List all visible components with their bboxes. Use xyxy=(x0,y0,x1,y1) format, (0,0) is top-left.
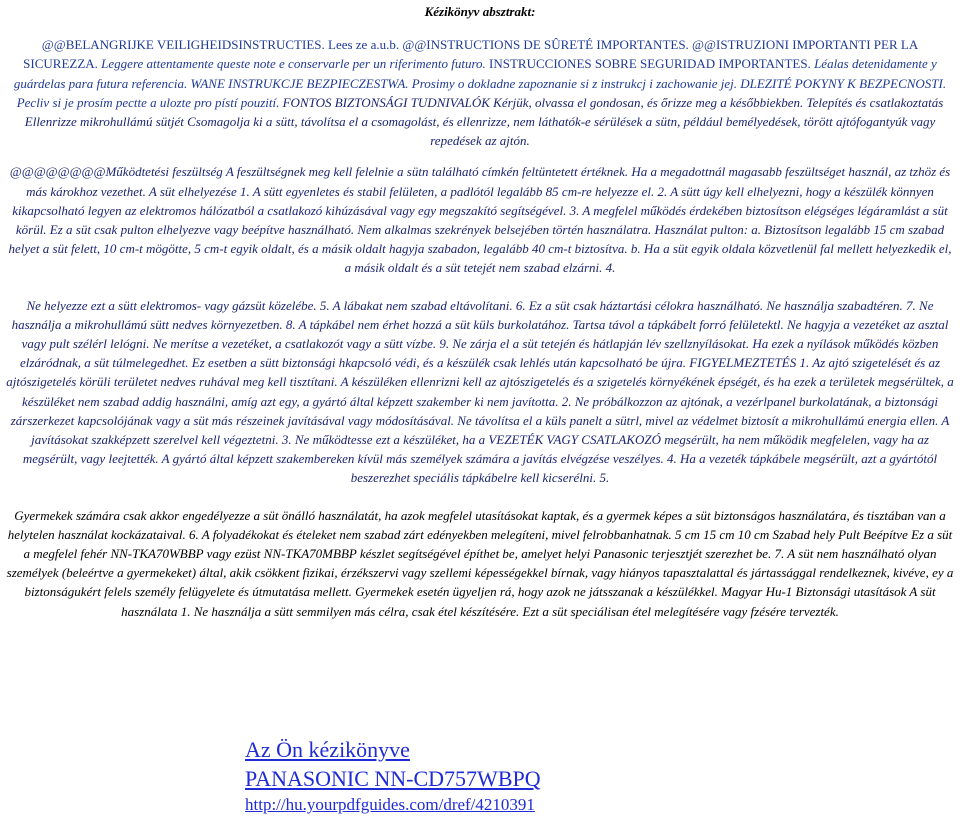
paragraph-warnings xyxy=(4,296,956,488)
page-title: Kézikönyv absztrakt: xyxy=(424,4,536,19)
paragraph-text-segment: Leggere attentamente queste note e conservarle per un riferimento futuro. xyxy=(101,56,490,72)
your-manual-link[interactable]: Az Ön kézikönyve xyxy=(245,737,410,762)
paragraph-text-segment: Ne helyezze ezt a sütt elektromos- vagy gázsüt közelébe. 5. A lábakat nem szabad eltávolítani. 6. Ez a süt csak háztartási célokra használható. Ne használja szabadtéren. 7. Ne használja a mikrohullámú sütt nedves környezetben. 8. A tápkábel nem érhet hozzá a süt küls burkolatához. Tartsa távol a tápkábelt forró felületektl. Ne hagyja a vezetéket az asztal vagy pult szélérl lelógni. Ne merítse a vezetéket, a csatlakozót vagy a sütt vízbe. 9. Ne zárja el a süt tetején és hátlapján lév szellznyílásokat. Ha ezek a nyílások működés közben elzáródnak, a süt túlmelegedhet. Ez esetben a sütt biztonsági hkapcsoló védi, és a készülék csak lehlés után kapcsolható be újra. FIGYELMEZTETÉS 1. Az ajtó szigetelését és az ajtószigetelés körüli területet nedves ruhával meg kell tisztítani. A készüléken ellenrizni kell az ajtószigetelés és a szigetelés környékének épségét, és ha ezek a területek megsérültek, a készüléket nem szabad addig használni, amíg azt egy, a gyártó által képzett szakember ki nem javította. 2. Ne próbálkozzon az ajtónak, a vezérlpanel burkolatának, a biztonsági zárszerkezet kapcsolójának vagy a süt más részeinek javításával vagy módosításával. Ne távolítsa el a küls panelt a sütrl, mivel az védelmet biztosít a mikrohullámú energia ellen. A javításokat szakképzett szerelvel kell végeztetni. 3. Ne működtesse ezt a készüléket, ha a VEZETÉK VAGY CSATLAKOZÓ megsérült, ha nem működik megfelelen, vagy ha az megsérült, vagy leejtették. A gyártó által képzett szakembereken kívül más személyek számára a javítás elvégzése veszélyes. 4. Ha a vezeték tápkábele megsérült, azt a gyártótól beszerezhet speciális tápkábelre kell kicserélni. 5. xyxy=(6,297,954,486)
paragraph-text-segment: @@@@@@@@Működtetési feszültség A feszültségnek meg kell felelnie a sütn található címkén feltüntetett értéknek. Ha a megadottnál magasabb feszültséget használ, az tzhöz és más károkhoz vezethet. A süt elhelyezése 1. A sütt egyenletes és stabil felületen, a padlótól legalább 85 cm-re helyezze el. 2. A sütt úgy kell elhelyezni, hogy a készülék könnyen kikapcsolható legyen az elektromos hálózatból a csatlakozó kihúzásával vagy egy megszakító segítségével. 3. A megfelel működés érdekében biztosítson elégséges légáramlást a süt körül. Ez a süt csak pulton elhelyezve vagy beépítve használható. Nem alkalmas szekrények belsejében történ használatra. Használat pulton: a. Biztosítson legalább 15 cm szabad helyet a süt felett, 10 cm-t mögötte, 5 cm-t egyik oldalt, és a másik oldalt hagyja szabadon, legalább 40 cm-t biztosítva. b. Ha a süt egyik oldala közvetlenül fal mellett helyezkedik el, a másik oldalt és a süt tetejét nem szabad elzárni. 4. xyxy=(8,164,952,276)
product-model-link[interactable]: PANASONIC NN-CD757WBPQ xyxy=(245,766,541,791)
guide-url-link[interactable]: http://hu.yourpdfguides.com/dref/4210391 xyxy=(245,795,535,814)
paragraph-voltage-placement xyxy=(4,162,956,277)
paragraph-text-segment: Léalas detenidamente y guárdelas para futura referencia. WANE INSTRUKCJE BEZPIECZESTWA. Prosimy o dokladne zapoznanie si z instrukcj i zachowanie jej. DLEZITÉ POKYNY K BEZPECNOSTI. Pecliv si je prosím pectte a ulozte pro pístí pouzití. xyxy=(13,56,947,110)
paragraph-text-segment: Gyermekek számára csak akkor engedélyezze a süt önálló használatát, ha azok megfelel utasításokat kaptak, és a gyermek képes a süt biztonságos használatára, és tisztában van a helytelen használat kockázataival. 6. A folyadékokat és ételeket nem szabad zárt edényekben melegíteni, mivel felrobbanhatnak. 5 cm 15 cm 10 cm Szabad hely Pult Beépítve Ez a süt a megfelel fehér NN-TKA70WBBP vagy ezüst NN-TKA70MBBP készlet segítségével építhet be, amelyet helyi Panasonic terjesztjét szerezhet be. 7. A süt nem használható olyan személyek (beleértve a gyermekeket) által, akik csökkent fizikai, érzékszervi vagy szellemi képességekkel bírnak, vagy hiányos tapasztalattal és jártassággal rendelkeznek, kivéve, ey a biztonságukért felels személy felügyelete és útmutatása mellett. Gyermekek esetén ügyeljen rá, hogy azok ne játsszanak a készülékkel. Magyar Hu-1 Biztonsági utasítások A süt használata 1. Ne használja a sütt semmilyen más célra, csak étel készítésére. Ezt a süt speciálisan étel melegítésére vagy fzésére tervezték. xyxy=(6,507,954,619)
paragraph-text-segment: FONTOS BIZTONSÁGI TUDNIVALÓK Kérjük, olvassa el gondosan, és őrizze meg a későbbiekben. Telepítés és csatlakoztatás Ellenrizze mikrohullámú sütjét Csomagolja ki a sütt, távolítsa el a csomagolást, és ellenrizze, nem láthatók-e sérülések a sütn, például bemélyedések, törött ajtófogantyúk vagy repedések az ajtón. xyxy=(24,94,944,149)
paragraph-text-segment: @@BELANGRIJKE VEILIGHEIDSINSTRUCTIES. Lees ze a.u.b. @@INSTRUCTIONS DE SÛRETÉ IMPORTANTES. @@ISTRUZIONI IMPORTANTI PER LA SICUREZZA. xyxy=(23,37,919,72)
manual-links xyxy=(245,735,541,817)
paragraph-safety-intro xyxy=(4,35,956,150)
paragraph-children-usage xyxy=(4,506,956,621)
paragraph-text-segment: INSTRUCCIONES SOBRE SEGURIDAD IMPORTANTES. xyxy=(489,56,815,72)
